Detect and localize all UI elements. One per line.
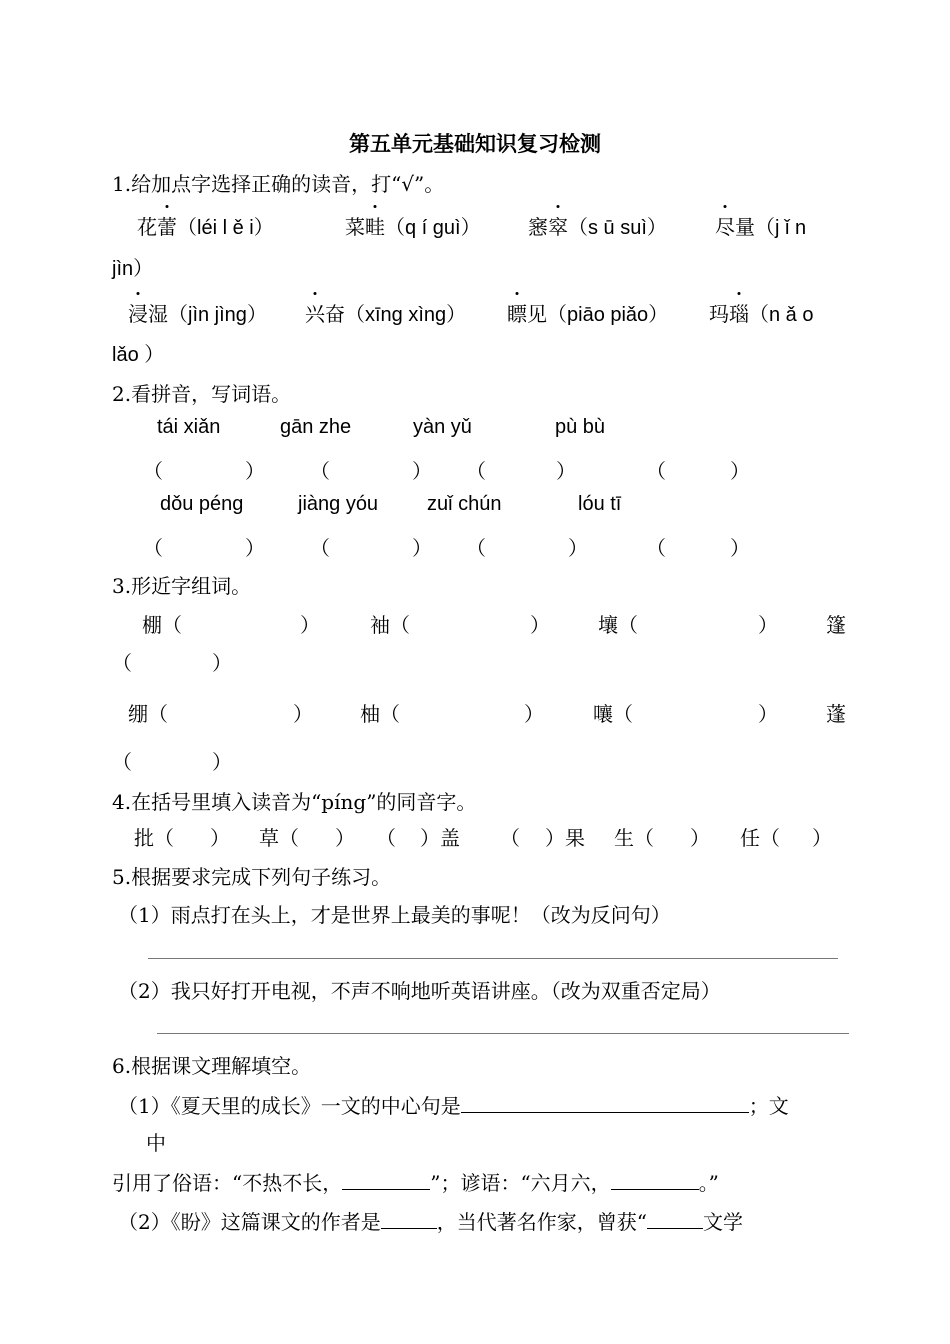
q6-line-1-wrap: 中 xyxy=(146,1131,166,1155)
q1-row2-item2: 兴奋（xīng xìng） xyxy=(305,298,466,327)
answer-line[interactable] xyxy=(157,1033,849,1034)
fill-blank[interactable] xyxy=(381,1228,437,1229)
q1-row1-wrap: jìn） xyxy=(112,258,154,280)
q3-item[interactable]: 篷 xyxy=(826,613,846,637)
answer-paren[interactable]: （ ） xyxy=(143,459,265,483)
q2-pinyin: jiàng yóu xyxy=(298,493,379,515)
fill-blank[interactable] xyxy=(342,1189,430,1190)
q3-item[interactable]: 袖（ xyxy=(370,613,410,637)
q1-row2-item4: 玛瑙（n ǎ o xyxy=(709,298,813,327)
q2-pinyin: gān zhe xyxy=(280,416,352,438)
page-title: 第五单元基础知识复习检测 xyxy=(349,131,601,156)
q4-item: ） xyxy=(210,826,230,850)
q3-item[interactable]: 蓬 xyxy=(826,702,846,726)
q3-close: ） xyxy=(293,702,313,726)
q1-row1-item3: 窸窣（s ū suì） xyxy=(528,211,667,240)
answer-line[interactable] xyxy=(148,958,838,959)
answer-paren[interactable]: （ ） xyxy=(466,536,588,560)
q1-row2-item1: 浸湿（jìn jìng） xyxy=(128,298,267,327)
q3-wrap[interactable]: （ ） xyxy=(112,651,232,675)
answer-paren[interactable]: （ ） xyxy=(310,459,432,483)
answer-paren[interactable]: （ ） xyxy=(646,459,750,483)
q6-line-2: 引用了俗语：“不热不长， ”；谚语：“六月六， 。” xyxy=(112,1171,719,1195)
q2-pinyin: yàn yǔ xyxy=(413,416,472,438)
q3-item[interactable]: 嚷（ xyxy=(593,702,633,726)
q6-line-1: （1）《夏天里的成长》一文的中心句是 ；文 xyxy=(118,1094,789,1118)
q3-item[interactable]: 柚（ xyxy=(360,702,400,726)
q4-item: ） xyxy=(812,826,832,850)
q4-item[interactable]: 草（ xyxy=(259,826,299,850)
q4-item: ） xyxy=(335,826,355,850)
q1-row2-wrap: lǎo ） xyxy=(112,344,165,366)
q3-item[interactable]: 绷（ xyxy=(128,702,168,726)
q6-line-3: （2）《盼》这篇课文的作者是 ，当代著名作家，曾获“ 文学 xyxy=(118,1210,743,1234)
q5-heading: 5.根据要求完成下列句子练习。 xyxy=(112,865,392,889)
q1-item: 花蕾（léi l ě i） xyxy=(137,215,274,239)
fill-blank[interactable] xyxy=(647,1228,703,1229)
q4-item[interactable]: 任（ xyxy=(740,826,780,850)
q3-heading: 3.形近字组词。 xyxy=(112,574,252,598)
q5-sentence-1: （1）雨点打在头上，才是世界上最美的事呢！（改为反问句） xyxy=(118,903,671,927)
q4-item[interactable]: （ xyxy=(376,826,396,850)
q1-row1 xyxy=(137,211,274,240)
q4-heading: 4.在括号里填入读音为“píng”的同音字。 xyxy=(112,790,477,814)
q3-close: ） xyxy=(530,613,550,637)
q3-close: ） xyxy=(758,702,778,726)
q3-close: ） xyxy=(524,702,544,726)
answer-paren[interactable]: （ ） xyxy=(310,536,432,560)
answer-paren[interactable]: （ ） xyxy=(143,536,265,560)
q4-item[interactable]: （ xyxy=(500,826,520,850)
q2-heading: 2.看拼音，写词语。 xyxy=(112,382,292,406)
q1-row2-item3: 瞟见（piāo piǎo） xyxy=(507,298,668,327)
q4-item: ）盖 xyxy=(420,826,460,850)
q6-heading: 6.根据课文理解填空。 xyxy=(112,1054,312,1078)
q3-close: ） xyxy=(300,613,320,637)
fill-blank[interactable] xyxy=(461,1112,749,1113)
q4-item[interactable]: 生（ xyxy=(614,826,654,850)
fill-blank[interactable] xyxy=(611,1189,699,1190)
q1-heading: 1.给加点字选择正确的读音，打“√”。 xyxy=(112,172,445,196)
q3-wrap[interactable]: （ ） xyxy=(112,750,232,774)
q1-row1-item2: 菜畦（q í guì） xyxy=(345,211,481,240)
q3-close: ） xyxy=(758,613,778,637)
q4-item: ）果 xyxy=(545,826,585,850)
q4-item[interactable]: 批（ xyxy=(134,826,174,850)
answer-paren[interactable]: （ ） xyxy=(646,536,750,560)
q1-row1-item4: 尽量（j ǐ n xyxy=(715,211,806,240)
q5-sentence-2: （2）我只好打开电视，不声不响地听英语讲座。（改为双重否定局） xyxy=(118,979,721,1003)
q2-pinyin: dǒu péng xyxy=(160,493,244,515)
q3-item[interactable]: 棚（ xyxy=(142,613,182,637)
q2-pinyin: tái xiǎn xyxy=(157,416,221,438)
q3-item[interactable]: 壤（ xyxy=(598,613,638,637)
q2-pinyin: lóu tī xyxy=(578,493,622,515)
q2-pinyin: zuǐ chún xyxy=(427,493,502,515)
q4-item: ） xyxy=(690,826,710,850)
q2-pinyin: pù bù xyxy=(555,416,606,438)
answer-paren[interactable]: （ ） xyxy=(466,459,576,483)
